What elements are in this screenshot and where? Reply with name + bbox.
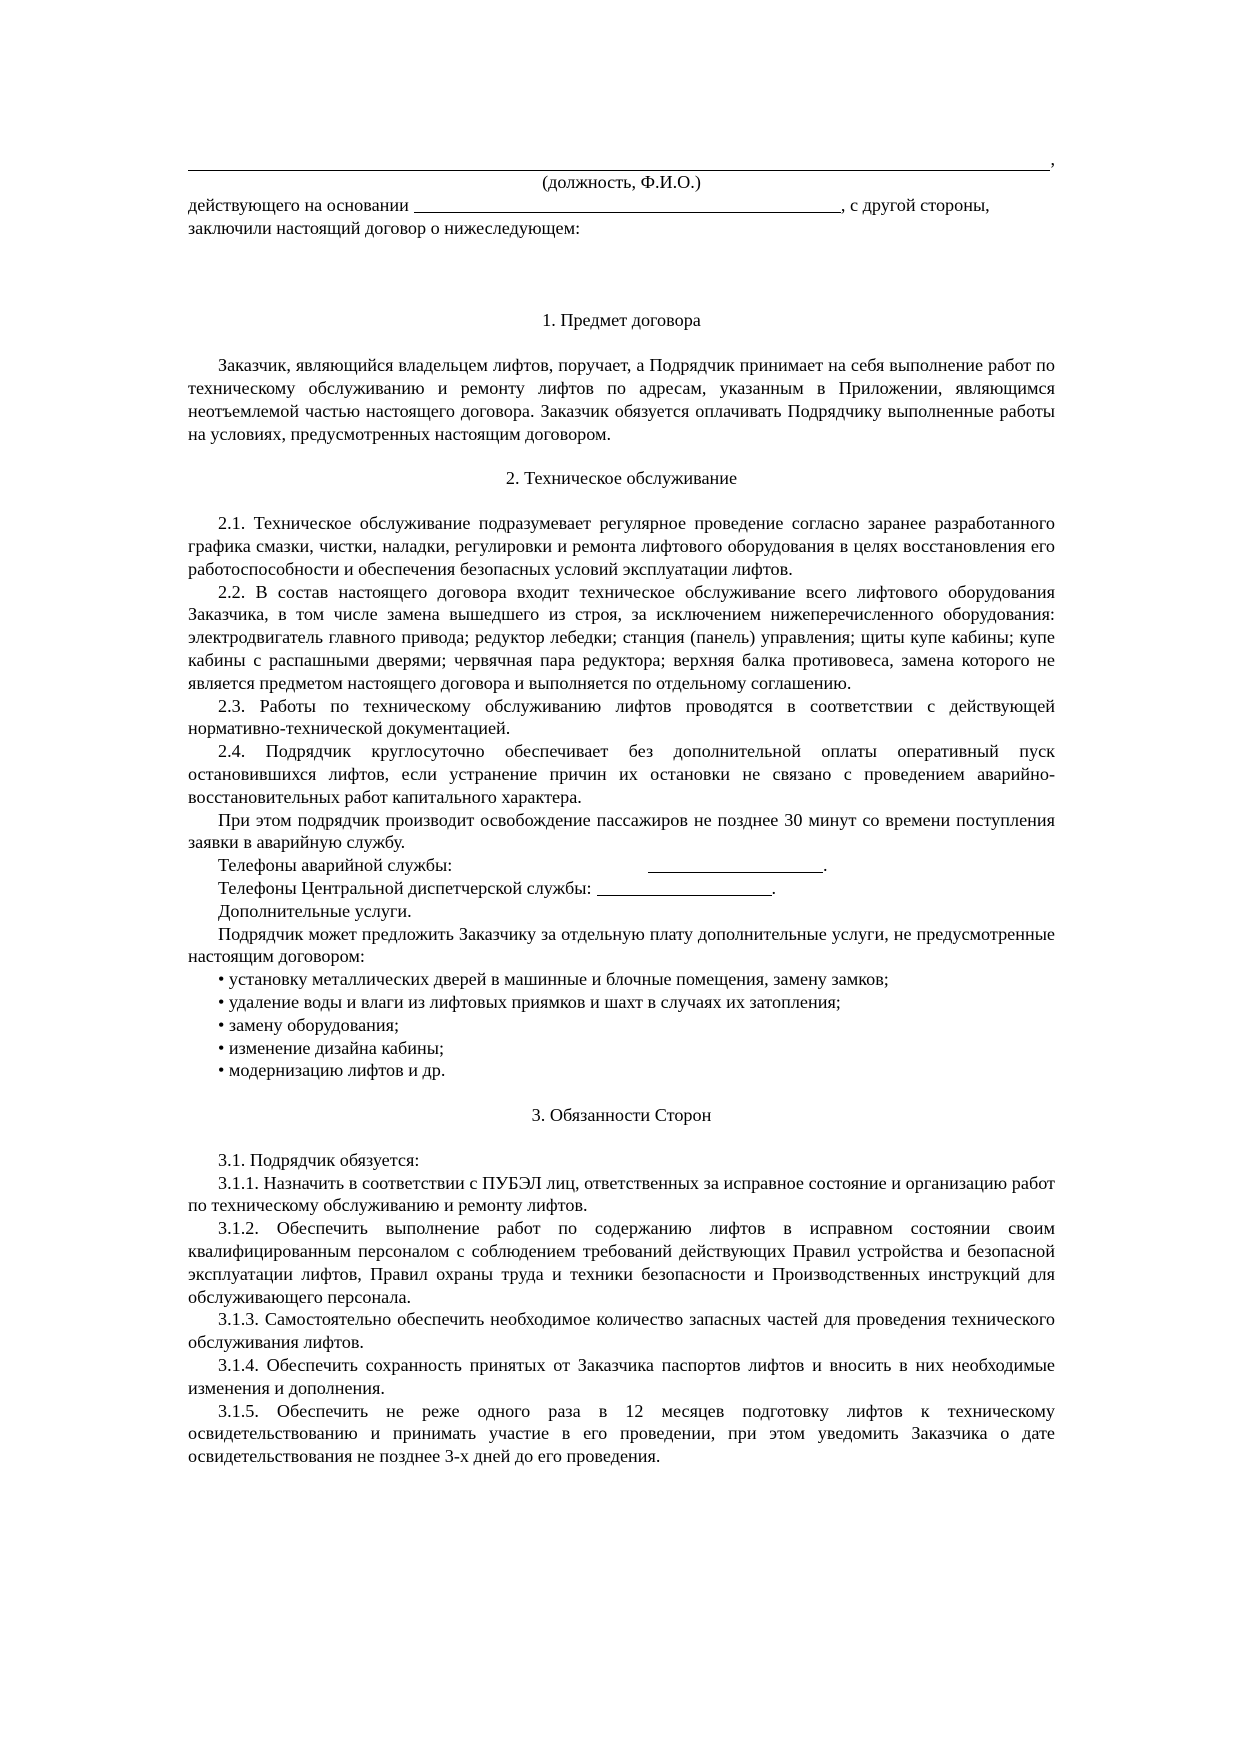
emergency-phone-line: Телефоны аварийной службы: . xyxy=(218,855,828,876)
clause-2-1: 2.1. Техническое обслуживание подразумевает регулярное проведение согласно заранее разработанного графика смазки, чистки, наладки, регулировки и ремонта лифтового оборудования в целях восстановления его работоспособности и обеспечения безопасных условий эксплуатации лифтов. xyxy=(188,513,1055,579)
clause-3-1: 3.1. Подрядчик обязуется: xyxy=(218,1149,420,1170)
clause-2-4: 2.4. Подрядчик круглосуточно обеспечивает без дополнительной оплаты оперативный пуск остановившихся лифтов, если устранение причин их остановки не связано с проведением аварийно-восстановительных работ капитального характера. xyxy=(188,741,1055,807)
basis-suffix: , с другой стороны, xyxy=(840,194,990,215)
position-line xyxy=(188,150,1055,171)
extra-services-intro: Подрядчик может предложить Заказчику за отдельную плату дополнительные услуги, не предусмотренные настоящим договором: xyxy=(188,923,1055,967)
section-1-paragraph: Заказчик, являющийся владельцем лифтов, поручает, а Подрядчик принимает на себя выполнение работ по техническому обслуживанию и ремонту лифтов по адресам, указанным в Приложении, являющимся неотъемлемой частью настоящего договора. Заказчик обязуется оплачивать Подрядчику выполненные работы на условиях, предусмотренных настоящим договором. xyxy=(188,355,1055,444)
clause-2-3: 2.3. Работы по техническому обслуживанию лифтов проводятся в соответствии с действующей нормативно-технической документацией. xyxy=(188,695,1055,739)
emergency-phone-label: Телефоны аварийной службы: xyxy=(218,855,453,876)
clause-3-1-3: 3.1.3. Самостоятельно обеспечить необходимое количество запасных частей для проведения технического обслуживания лифтов. xyxy=(188,1309,1055,1353)
release-paragraph: При этом подрядчик производит освобождение пассажиров не позднее 30 минут со времени поступления заявки в аварийную службу. xyxy=(188,809,1055,853)
central-phone-blank xyxy=(597,877,772,896)
clause-3-1-5: 3.1.5. Обеспечить не реже одного раза в 12 месяцев подготовку лифтов к техническому освидетельствованию и принимать участие в его проведении, при этом уведомить Заказчика о дате освидетельствования не позднее 3-х дней до его проведения. xyxy=(188,1400,1055,1467)
list-item: • модернизацию лифтов и др. xyxy=(218,1060,446,1081)
section-1-title: 1. Предмет договора xyxy=(542,310,701,331)
list-item: • изменение дизайна кабины; xyxy=(218,1037,445,1058)
clause-3-1-1: 3.1.1. Назначить в соответствии с ПУБЭЛ лиц, ответственных за исправное состояние и организацию работ по техническому обслуживанию и ремонту лифтов. xyxy=(188,1172,1055,1216)
concluded-text: заключили настоящий договор о нижеследующем: xyxy=(188,217,581,238)
clause-3-1-4: 3.1.4. Обеспечить сохранность принятых от Заказчика паспортов лифтов и вносить в них необходимые изменения и дополнения. xyxy=(188,1355,1055,1398)
clause-2-2: 2.2. В состав настоящего договора входит техническое обслуживание всего лифтового оборудования Заказчика, в том числе замена вышедшего из строя, за исключением нижеперечисленного оборудования: электродвигатель главного привода; редуктор лебедки; станция (панель) управления; щиты купе кабины; купе кабины с распашными дверями; червячная пара редуктора; верхняя балка противовеса, замена которого не является предметом настоящего договора и выполняется по отдельному соглашению. xyxy=(188,581,1055,693)
list-item: • замену оборудования; xyxy=(218,1014,400,1035)
basis-line xyxy=(188,194,1055,217)
list-item: • удаление воды и влаги из лифтовых приямков и шахт в случаях их затопления; xyxy=(218,991,841,1012)
central-phone-line: Телефоны Центральной диспетчерской службы: . xyxy=(218,877,777,898)
document-page xyxy=(188,150,1055,1468)
list-item: • установку металлических дверей в машинные и блочные помещения, замену замков; xyxy=(218,969,889,990)
central-phone-label: Телефоны Центральной диспетчерской службы: xyxy=(218,877,592,898)
basis-blank xyxy=(414,194,841,213)
position-blank xyxy=(188,152,1050,171)
clause-3-1-2: 3.1.2. Обеспечить выполнение работ по содержанию лифтов в исправном состоянии своим квалифицированным персоналом с соблюдением требований действующих Правил устройства и безопасной эксплуатации лифтов, Правил охраны труда и техники безопасности и Производственных инструкций для обслуживающего персонала. xyxy=(188,1218,1055,1307)
position-caption: (должность, Ф.И.О.) xyxy=(542,172,701,192)
section-3-title: 3. Обязанности Сторон xyxy=(531,1105,712,1126)
position-comma: , xyxy=(1050,149,1055,170)
basis-prefix: действующего на основании xyxy=(188,194,409,215)
section-2-title: 2. Техническое обслуживание xyxy=(505,468,738,489)
emergency-phone-blank xyxy=(648,854,823,873)
extra-services-title: Дополнительные услуги. xyxy=(218,900,412,921)
